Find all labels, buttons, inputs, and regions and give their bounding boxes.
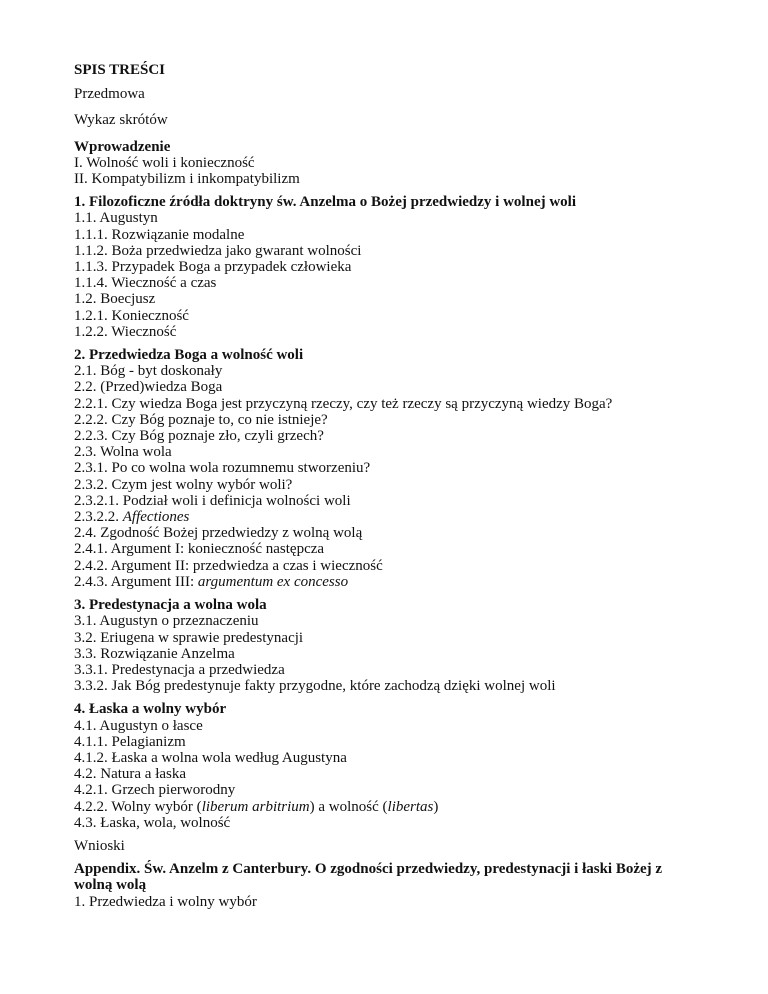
toc-entry: 4.1.1. Pelagianizm bbox=[74, 733, 186, 750]
toc-entry: 3.3.1. Predestynacja a przedwiedza bbox=[74, 661, 285, 678]
toc-section-appendix bbox=[74, 861, 714, 910]
toc-entry: 2.2. (Przed)wiedza Boga bbox=[74, 379, 223, 396]
toc-entry: I. Wolność woli i konieczność bbox=[74, 154, 255, 171]
toc-entry: 2.4.1. Argument I: konieczność następcza bbox=[74, 541, 325, 558]
section-heading: 2. Przedwiedza Boga a wolność woli bbox=[74, 347, 304, 364]
toc-entry: 4.2.1. Grzech pierworodny bbox=[74, 782, 236, 799]
toc-entry: 3.1. Augustyn o przeznaczeniu bbox=[74, 613, 259, 630]
toc-entry-free-choice bbox=[74, 799, 714, 815]
toc-entry: 2.2.1. Czy wiedza Boga jest przyczyną rzeczy, czy też rzeczy są przyczyną wiedzy Boga? bbox=[74, 395, 613, 412]
toc-entry: 4.1.2. Łaska a wolna wola według Augustyna bbox=[74, 749, 347, 766]
toc-section-chapter-3 bbox=[74, 597, 714, 694]
toc-entry: 2.4.2. Argument II: przedwiedza a czas i wieczność bbox=[74, 557, 383, 574]
toc-entry: 1.2.1. Konieczność bbox=[74, 307, 189, 324]
toc-entry: 1.1.1. Rozwiązanie modalne bbox=[74, 226, 245, 243]
entry-number: 2.3.2.2. bbox=[74, 509, 123, 526]
toc-entry: 2.3.2. Czym jest wolny wybór woli? bbox=[74, 476, 293, 493]
toc-entry: 2.3. Wolna wola bbox=[74, 444, 172, 461]
toc-entry: 2.4. Zgodność Bożej przedwiedzy z wolną wolą bbox=[74, 525, 363, 542]
toc-section-chapter-4 bbox=[74, 701, 714, 831]
toc-entry: 4.3. Łaska, wola, wolność bbox=[74, 814, 231, 831]
toc-entry-preface: Przedmowa bbox=[74, 86, 145, 103]
toc-entry: 3.2. Eriugena w sprawie predestynacji bbox=[74, 629, 304, 646]
toc-entry: 1.2. Boecjusz bbox=[74, 291, 156, 308]
section-heading: 1. Filozoficzne źródła doktryny św. Anzelma o Bożej przedwiedzy i wolnej woli bbox=[74, 194, 577, 211]
toc-section-chapter-1 bbox=[74, 194, 714, 340]
toc-entry: 4.2. Natura a łaska bbox=[74, 766, 187, 783]
toc-entry: 2.3.2.1. Podział woli i definicja wolności woli bbox=[74, 492, 351, 509]
entry-text: 4.2.2. Wolny wybór ( bbox=[74, 798, 202, 815]
toc-title: SPIS TREŚCI bbox=[74, 62, 166, 78]
entry-text: ) a wolność ( bbox=[309, 798, 388, 815]
section-heading: Wprowadzenie bbox=[74, 138, 171, 155]
toc-entry-conclusions: Wnioski bbox=[74, 837, 125, 854]
entry-italic-term: Affectiones bbox=[122, 509, 190, 526]
entry-text: ) bbox=[433, 798, 439, 815]
appendix-heading-line-2: wolną wolą bbox=[74, 877, 147, 894]
toc-entry: 1.2.2. Wieczność bbox=[74, 323, 177, 340]
section-heading: 3. Predestynacja a wolna wola bbox=[74, 597, 267, 614]
section-heading: 4. Łaska a wolny wybór bbox=[74, 701, 227, 718]
toc-section-intro bbox=[74, 139, 714, 188]
toc-entry: 2.2.3. Czy Bóg poznaje zło, czyli grzech? bbox=[74, 428, 324, 445]
toc-entry-abbreviations: Wykaz skrótów bbox=[74, 112, 168, 129]
toc-entry-argument-3 bbox=[74, 574, 714, 590]
entry-italic-term: argumentum ex concesso bbox=[197, 573, 349, 590]
toc-entry: 1.1. Augustyn bbox=[74, 210, 158, 227]
toc-entry: 3.3.2. Jak Bóg predestynuje fakty przygodne, które zachodzą dzięki wolnej woli bbox=[74, 678, 556, 695]
toc-entry: 1.1.3. Przypadek Boga a przypadek człowieka bbox=[74, 259, 352, 276]
entry-italic-term: liberum arbitrium bbox=[201, 798, 310, 815]
entry-italic-term: libertas bbox=[387, 798, 434, 815]
toc-entry: 4.1. Augustyn o łasce bbox=[74, 717, 203, 734]
toc-entry: 1. Przedwiedza i wolny wybór bbox=[74, 893, 257, 910]
toc-entry-affectiones bbox=[74, 509, 714, 525]
toc-entry: 1.1.2. Boża przedwiedza jako gwarant wolności bbox=[74, 242, 362, 259]
toc-entry: 2.2.2. Czy Bóg poznaje to, co nie istnieje? bbox=[74, 411, 328, 428]
table-of-contents bbox=[74, 62, 714, 910]
toc-entry: II. Kompatybilizm i inkompatybilizm bbox=[74, 171, 300, 188]
entry-text: 2.4.3. Argument III: bbox=[74, 573, 198, 590]
toc-entry: 1.1.4. Wieczność a czas bbox=[74, 275, 217, 292]
toc-entry: 2.1. Bóg - byt doskonały bbox=[74, 363, 223, 380]
toc-entry: 3.3. Rozwiązanie Anzelma bbox=[74, 645, 235, 662]
toc-section-chapter-2 bbox=[74, 347, 714, 590]
appendix-heading-line-1: Appendix. Św. Anzelm z Canterbury. O zgodności przedwiedzy, predestynacji i łaski Bożej z bbox=[74, 861, 663, 878]
toc-entry: 2.3.1. Po co wolna wola rozumnemu stworzeniu? bbox=[74, 460, 371, 477]
